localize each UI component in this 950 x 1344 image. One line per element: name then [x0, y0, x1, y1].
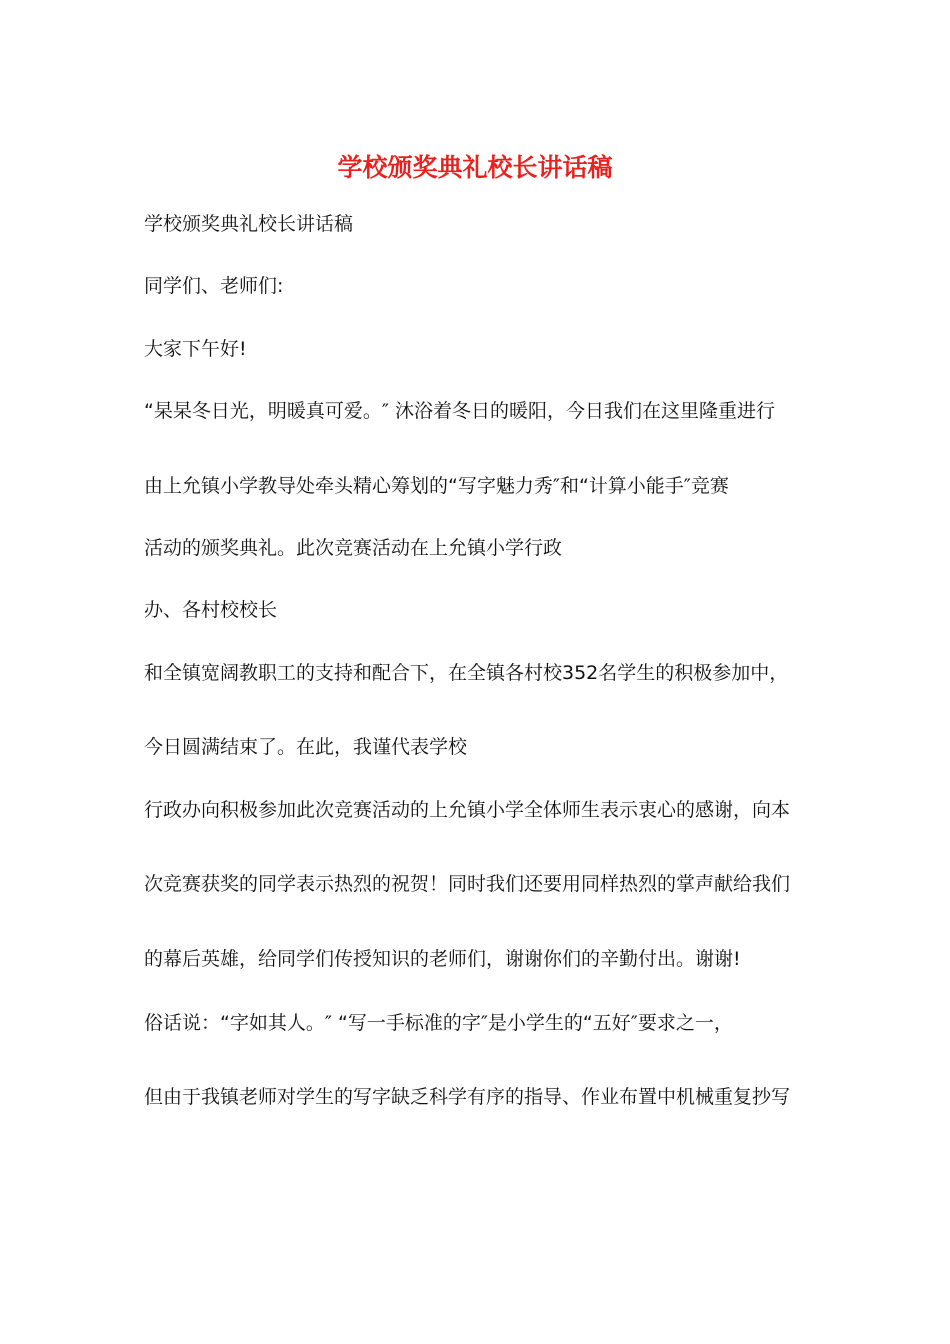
paragraph-line: “杲杲冬日光，明暖真可爱。″ 沐浴着冬日的暖阳，今日我们在这里隆重进行 — [144, 400, 775, 422]
paragraph-line: 次竞赛获奖的同学表示热烈的祝贺！同时我们还要用同样热烈的掌声献给我们 — [144, 873, 791, 895]
paragraph-line: 但由于我镇老师对学生的写字缺乏科学有序的指导、作业布置中机械重复抄写 — [144, 1086, 791, 1108]
paragraph-line: 办、各村校校长 — [144, 599, 278, 621]
paragraph-line: 今日圆满结束了。在此，我谨代表学校 — [144, 736, 468, 758]
paragraph-line: 活动的颁奖典礼。此次竞赛活动在上允镇小学行政 — [144, 537, 563, 559]
paragraph-line: 和全镇宽阔教职工的支持和配合下，在全镇各村校352名学生的积极参加中， — [144, 662, 789, 684]
paragraph-line: 俗话说：“字如其人。″ “写一手标准的字″是小学生的“五好″要求之一， — [144, 1012, 733, 1034]
paragraph-line: 学校颁奖典礼校长讲话稿 — [144, 213, 354, 235]
paragraph-line: 的幕后英雄，给同学们传授知识的老师们，谢谢你们的辛勤付出。谢谢! — [144, 948, 741, 970]
paragraph-line: 大家下午好! — [144, 338, 247, 360]
paragraph-line: 行政办向积极参加此次竞赛活动的上允镇小学全体师生表示衷心的感谢，向本 — [144, 799, 791, 821]
paragraph-line: 同学们、老师们: — [144, 275, 284, 297]
document-title: 学校颁奖典礼校长讲话稿 — [337, 153, 613, 182]
paragraph-line: 由上允镇小学教导处牵头精心筹划的“写字魅力秀″和“计算小能手″竞赛 — [144, 475, 729, 497]
